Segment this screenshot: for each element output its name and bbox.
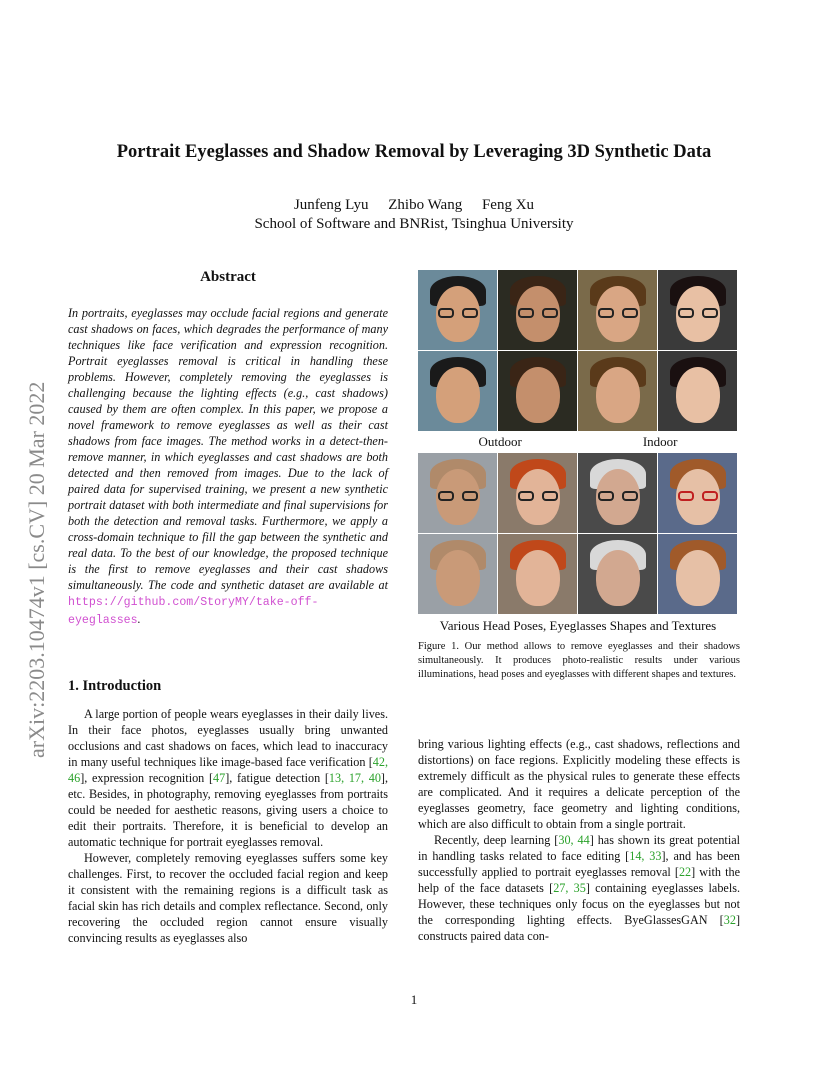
portrait-photo-result bbox=[578, 351, 657, 431]
photo-grid-bottom bbox=[418, 453, 738, 614]
author-name: Feng Xu bbox=[481, 197, 535, 213]
author-name: Junfeng Lyu bbox=[293, 197, 369, 213]
author-block bbox=[0, 197, 828, 233]
label-outdoor: Outdoor bbox=[478, 434, 522, 449]
code-url-link[interactable]: https://github.com/StoryMY/take-off-eyeglasses bbox=[68, 596, 319, 627]
label-various: Various Head Poses, Eyeglasses Shapes and Textures bbox=[439, 618, 717, 633]
citation-link[interactable]: 14, 33 bbox=[629, 849, 662, 863]
portrait-photo-result bbox=[418, 351, 497, 431]
portrait-photo bbox=[418, 453, 497, 533]
paragraph: However, completely removing eyeglasses suffers some key challenges. First, to recover the occluded facial region and keep it consistent with the remaining regions is a difficult task as facial skin has rich details and complex reflectance. Second, only recovering the occluded region cannot ensure visually convincing results as eyeglasses also bbox=[68, 851, 388, 945]
abstract-body bbox=[68, 305, 388, 629]
portrait-photo bbox=[418, 270, 497, 350]
portrait-photo-result bbox=[498, 534, 577, 614]
arxiv-id-text: arXiv:2203.10474v1 [cs.CV] 20 Mar 2022 bbox=[24, 381, 49, 758]
figure-1 bbox=[418, 270, 738, 634]
citation-link[interactable]: 32 bbox=[723, 913, 736, 927]
paragraph: bring various lighting effects (e.g., cast shadows, reflections and distortions) on face regions. Explicitly modeling these effects is extremely difficult as the physical rules to generate these effects are complicated. And it requires a delicate perception of the eyeglasses geometry, face geometry and lighting conditions, which are also difficult to obtain from a single portrait. bbox=[418, 737, 740, 831]
figure-caption: Figure 1. Our method allows to remove eyeglasses and their shadows simultaneously. It produces photo-realistic results under various illuminations, head poses and eyeglasses with different shapes and textures. bbox=[418, 641, 740, 680]
abstract-text: In portraits, eyeglasses may occlude facial regions and generate cast shadows on faces, which degrades the performance of many techniques like face verification and expression recognition. Portrait eyeglasses removal is critical in handling these problems. However, completely removing the eyeglasses is challenging because the lighting effects (e.g., cast shadows) caused by them are often complex. In this paper, we propose a novel framework to remove eyeglasses as well as their cast shadows from face images. The method works in a detect-then-remove manner, in which eyeglasses and cast shadows are both detected and then removed from images. Due to the lack of paired data for supervised training, we present a new synthetic portrait dataset with both intermediate and final supervisions for both the detection and removal tasks. Furthermore, we apply a cross-domain technique to fill the gap between the synthetic and real data. To the best of our knowledge, the proposed technique is the first to remove eyeglasses and their cast shadows simultaneously. The code and synthetic dataset are available at bbox=[68, 306, 388, 592]
citation-link[interactable]: 47 bbox=[213, 771, 226, 785]
portrait-photo-result bbox=[418, 534, 497, 614]
figure-labels bbox=[418, 431, 738, 453]
portrait-photo-result bbox=[658, 351, 737, 431]
citation-link[interactable]: 22 bbox=[678, 865, 692, 879]
paper-title: Portrait Eyeglasses and Shadow Removal by Leveraging 3D Synthetic Data bbox=[116, 142, 712, 162]
paragraph: A large portion of people wears eyeglasses in their daily lives. In their face photos, eyeglasses usually bring unwanted occlusions and cast shadows on faces, which lead to inaccuracy in many useful techniques like image-based face verification [42, 46], expression recognition [47], fatigue detection [13, 17, 40], etc. Besides, in photography, removing eyeglasses from portraits could be needed for aesthetic reasons, giving users a choice to edit their portraits. Therefore, it is beneficial to develop an automatic technique for portrait eyeglasses removal. bbox=[68, 707, 389, 849]
left-column-text bbox=[68, 706, 388, 946]
arxiv-sidebar-stamp bbox=[14, 280, 58, 760]
portrait-photo bbox=[658, 270, 737, 350]
portrait-photo bbox=[578, 453, 657, 533]
author-name: Zhibo Wang bbox=[388, 197, 463, 213]
section-heading-introduction: 1. Introduction bbox=[68, 678, 162, 694]
affiliation: School of Software and BNRist, Tsinghua University bbox=[254, 216, 574, 232]
paragraph: Recently, deep learning [30, 44] has shown its great potential in handling tasks related to face editing [14, 33], and has been successfully applied to portrait eyeglasses removal [22] with the help of the face datasets [27, 35] containing eyeglasses labels. However, these techniques only focus on the eyeglasses but not the corresponding lighting effects. ByeGlassesGAN [32] constructs paired data con- bbox=[418, 833, 741, 943]
label-indoor: Indoor bbox=[642, 434, 678, 449]
citation-link[interactable]: 27, 35 bbox=[553, 881, 586, 895]
portrait-photo bbox=[498, 270, 577, 350]
photo-grid-top bbox=[418, 270, 738, 431]
portrait-photo-result bbox=[498, 351, 577, 431]
abstract-end: . bbox=[137, 612, 141, 626]
page-number: 1 bbox=[410, 992, 418, 1007]
portrait-photo bbox=[658, 453, 737, 533]
portrait-photo bbox=[578, 270, 657, 350]
citation-link[interactable]: 30, 44 bbox=[558, 833, 590, 847]
abstract-heading: Abstract bbox=[200, 269, 256, 285]
portrait-photo bbox=[498, 453, 577, 533]
right-column-text bbox=[418, 736, 740, 944]
portrait-photo-result bbox=[578, 534, 657, 614]
citation-link[interactable]: 13, 17, 40 bbox=[328, 771, 381, 785]
citation-link[interactable]: 42, 46 bbox=[68, 755, 388, 785]
portrait-photo-result bbox=[658, 534, 737, 614]
